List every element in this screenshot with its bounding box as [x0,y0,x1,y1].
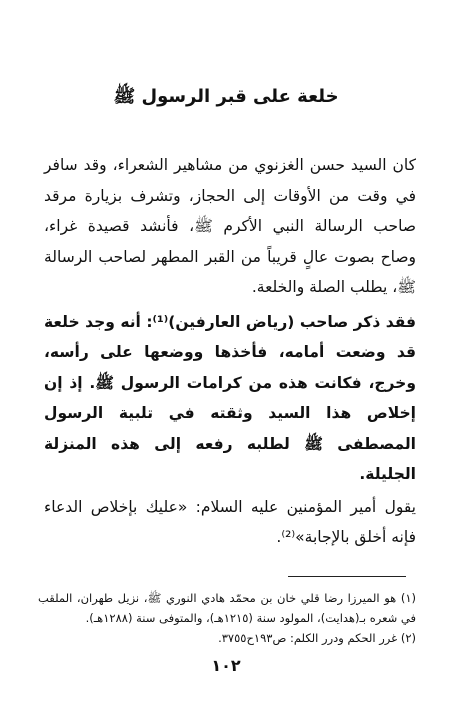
paragraph-story: كان السيد حسن الغزنوي من مشاهير الشعراء، وقد سافر في وقت من الأوقات إلى الحجاز، وتشرف بزيارة مرقد صاحب الرسالة النبي الأكرم ﷺ، فأنشد قصيدة غراء، وصاح بصوت عالٍ قريباً من القبر المطهر لصاحب الرسالة ﷺ، يطلب الصلة والخلعة. [44,156,416,296]
footnote-2: (٢) غرر الحكم ودرر الكلم: ص١٩٣ح٣٧٥٥. [218,631,416,645]
paragraph-karamah: فقد ذكر صاحب (رياض العارفين)⁽¹⁾: أنه وجد خلعة قد وضعت أمامه، فأخذها ووضعها على رأسه، وخرج، فكانت هذه من كرامات الرسول ﷺ. إذ إن إخلاص هذا السيد وثقته في تلبية الرسول المصطفى ﷺ لطلبه رفعه إلى هذه المنزلة الجليلة. [44,312,416,483]
footnote-1: (١) هو الميرزا رضا قلي خان بن محمّد هادي النوري ﷺ، نزيل طهران، الملقب في شعره بـ(هدايت)، المولود سنة (١٢١٥هـ)، والمتوفى سنة (١٢٨٨هـ). [38,591,416,625]
page-number: ١٠٢ [211,656,241,675]
main-text [44,150,416,553]
footnotes [38,588,416,648]
page-title: خلعة على قبر الرسول ﷺ [113,86,339,107]
footnote-divider [288,576,406,577]
paragraph-quote: يقول أمير المؤمنين عليه السلام: «عليك بإخلاص الدعاء فإنه أخلق بالإجابة»⁽²⁾. [44,497,416,546]
